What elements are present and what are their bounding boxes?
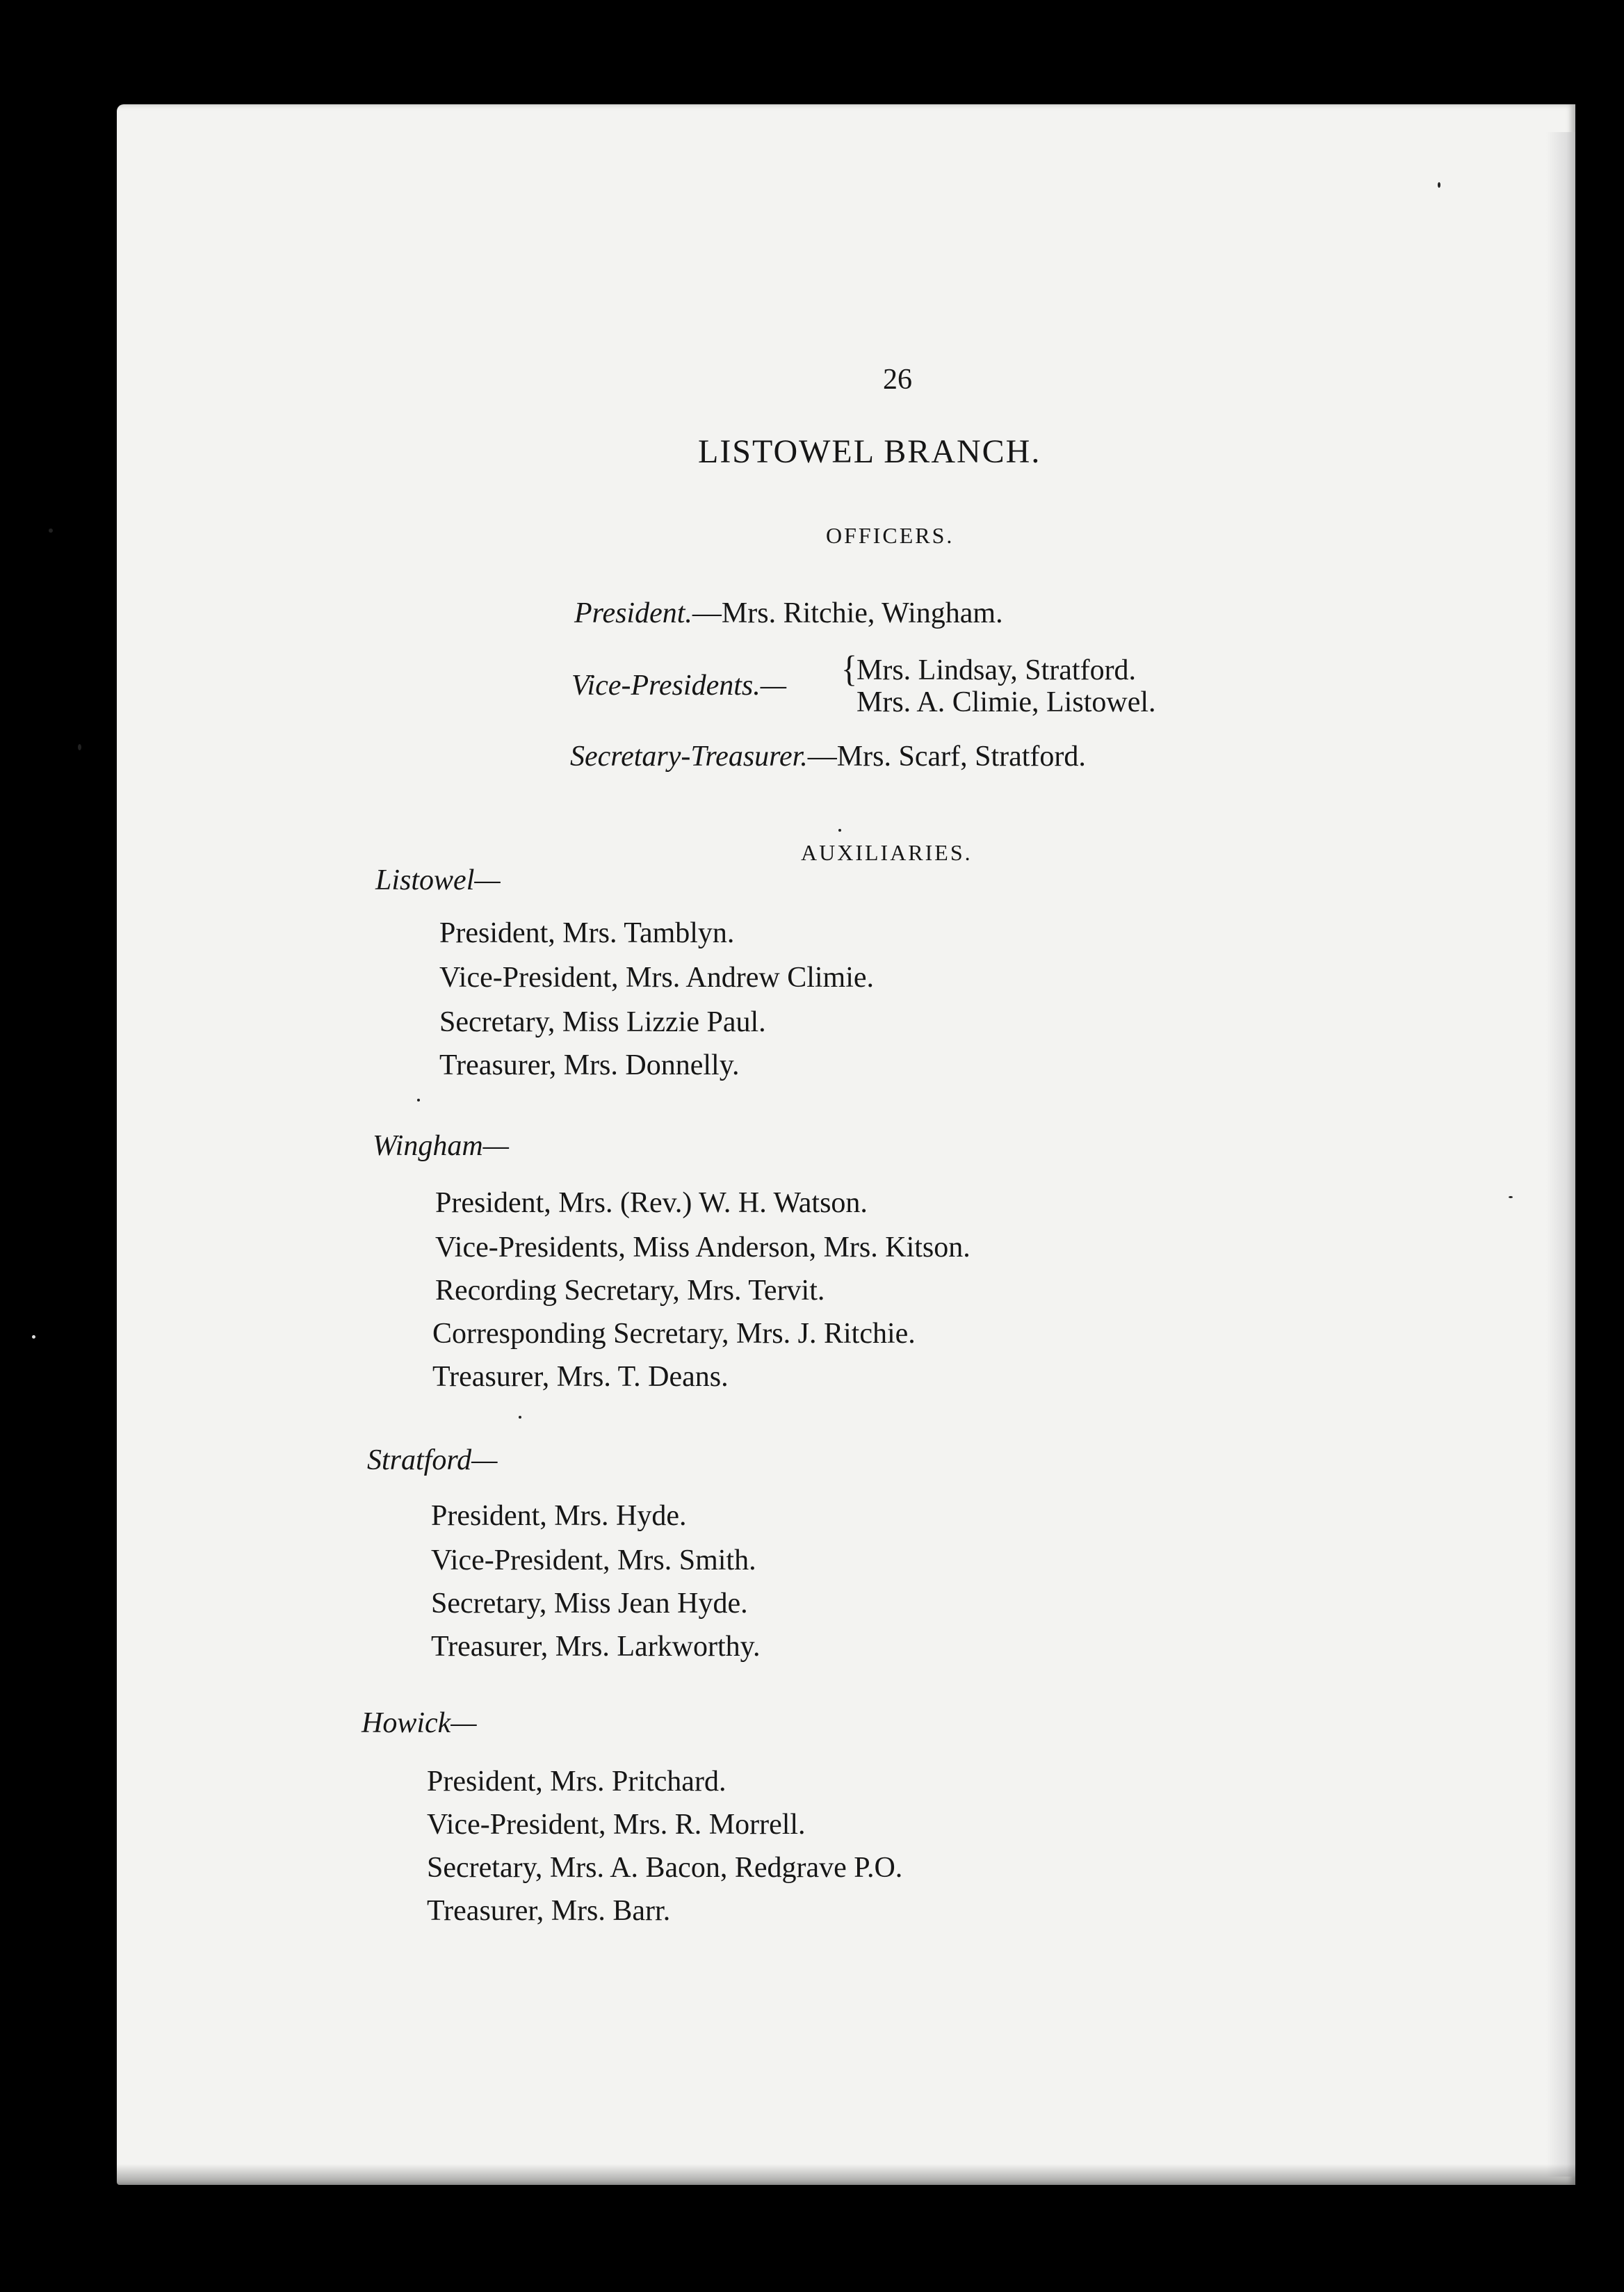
officer-secretary-treasurer-text: —Mrs. Scarf, Stratford. <box>807 741 1086 773</box>
scan-speck <box>1509 1196 1513 1198</box>
officer-president-label: President. <box>574 597 692 629</box>
auxiliary-member: Secretary, Miss Jean Hyde. <box>431 1588 748 1620</box>
officer-secretary-treasurer <box>570 740 1086 773</box>
scan-speck <box>838 829 841 832</box>
branch-title: LISTOWEL BRANCH. <box>698 433 1041 470</box>
auxiliary-member: Vice-President, Mrs. Smith. <box>431 1544 756 1576</box>
auxiliary-member: President, Mrs. Hyde. <box>431 1500 687 1532</box>
auxiliary-member: Corresponding Secretary, Mrs. J. Ritchie. <box>432 1318 916 1350</box>
officer-president <box>574 597 1003 630</box>
scan-speck <box>32 1335 35 1339</box>
scan-speck <box>417 1099 420 1101</box>
officer-vice-president-2: Mrs. A. Climie, Listowel. <box>856 686 1156 718</box>
scan-speck <box>49 528 53 533</box>
auxiliary-place-howick: Howick— <box>362 1707 477 1739</box>
officer-secretary-treasurer-label: Secretary-Treasurer. <box>570 741 808 773</box>
auxiliary-member: Treasurer, Mrs. Barr. <box>427 1895 671 1927</box>
auxiliary-member: Secretary, Mrs. A. Bacon, Redgrave P.O. <box>427 1852 903 1884</box>
officers-heading: OFFICERS. <box>826 523 955 548</box>
auxiliary-place-listowel: Listowel— <box>375 864 501 896</box>
officer-vice-president-1: Mrs. Lindsay, Stratford. <box>856 654 1137 686</box>
auxiliary-member: Treasurer, Mrs. T. Deans. <box>432 1361 729 1393</box>
auxiliary-member: President, Mrs. Pritchard. <box>427 1766 726 1798</box>
auxiliary-place-stratford: Stratford— <box>367 1444 498 1476</box>
page-bottom-shadow <box>117 2164 1575 2185</box>
scan-speck <box>519 1416 521 1419</box>
auxiliary-place-wingham: Wingham— <box>373 1130 510 1162</box>
page-number: 26 <box>883 364 912 396</box>
scan-speck <box>78 744 81 750</box>
officer-vice-presidents-label: Vice-Presidents.— <box>571 670 787 702</box>
auxiliary-member: Treasurer, Mrs. Larkworthy. <box>431 1631 761 1663</box>
auxiliary-member: President, Mrs. Tamblyn. <box>439 917 735 949</box>
auxiliaries-heading: AUXILIARIES. <box>801 840 973 865</box>
scan-speck <box>1438 182 1440 188</box>
auxiliary-member: Vice-President, Mrs. R. Morrell. <box>427 1809 806 1841</box>
brace-icon: { <box>841 649 858 690</box>
officer-president-text: —Mrs. Ritchie, Wingham. <box>692 597 1003 629</box>
auxiliary-member: Secretary, Miss Lizzie Paul. <box>439 1006 766 1038</box>
page-fold-shadow <box>1546 132 1575 2177</box>
auxiliary-member: President, Mrs. (Rev.) W. H. Watson. <box>435 1187 868 1219</box>
auxiliary-member: Recording Secretary, Mrs. Tervit. <box>435 1275 825 1307</box>
auxiliary-member: Vice-Presidents, Miss Anderson, Mrs. Kitson. <box>435 1232 971 1264</box>
auxiliary-member: Vice-President, Mrs. Andrew Climie. <box>439 962 875 994</box>
auxiliary-member: Treasurer, Mrs. Donnelly. <box>439 1049 740 1081</box>
